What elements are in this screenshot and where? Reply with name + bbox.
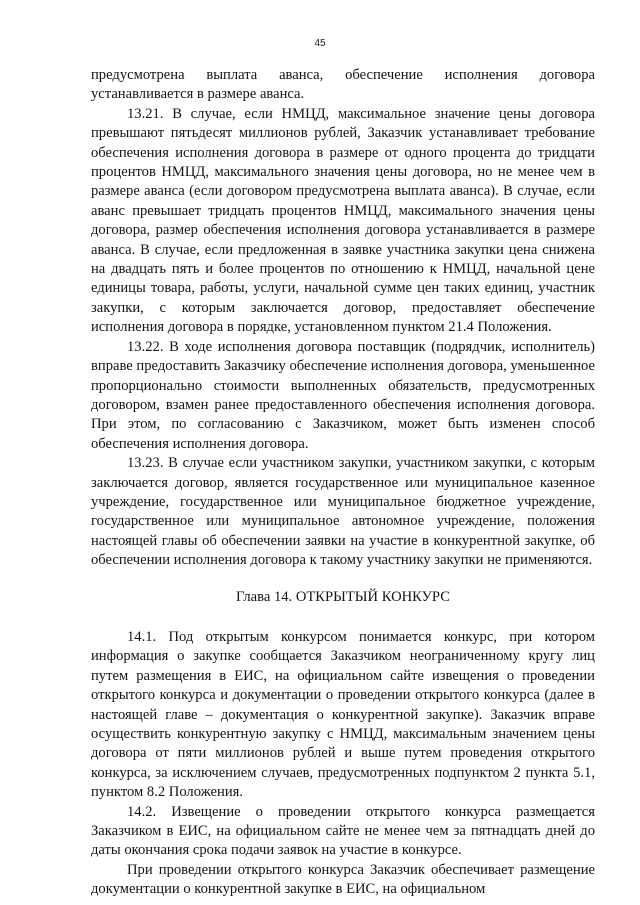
- paragraph-13-23: 13.23. В случае если участником закупки, участником закупки, с которым заключается договор, является государственное или муниципальное казенное учреждение, государственное или муниципальное бюджетное учреждение, государственное или муниципальное автономное учреждение, положения настоящей главы об обеспечении заявки на участие в конкурентной закупке, об обеспечении исполнения договора к такому участнику закупки не применяются.: [91, 455, 595, 569]
- paragraph-open-contest-documentation: При проведении открытого конкурса Заказчик обеспечивает размещение документации о конкурентной закупке в ЕИС, на официальном: [91, 861, 595, 898]
- paragraph-14-2: 14.2. Извещение о проведении открытого конкурса размещается Заказчиком в ЕИС, на официальном сайте не менее чем за пятнадцать дней до даты окончания срока подачи заявок на участие в конкурсе.: [91, 803, 595, 859]
- paragraph-14-1: 14.1. Под открытым конкурсом понимается конкурс, при котором информация о закупке сообщается Заказчиком неограниченному кругу лиц путем размещения в ЕИС, на официальном сайте извещения о проведении открытого конкурса и документации о проведении открытого конкурса (далее в настоящей главе – документация о конкурентной закупке). Заказчик вправе осуществить конкурентную закупку с НМЦД, максимальным значением цены договора от пяти миллионов рублей и выше путем проведения открытого конкурса, за исключением случаев, предусмотренных подпунктом 2 пункта 5.1, пунктом 8.2 Положения.: [91, 628, 595, 801]
- chapter-title: Глава 14. ОТКРЫТЫЙ КОНКУРС: [236, 588, 450, 605]
- page-number: 45: [314, 38, 326, 49]
- paragraph-13-22: 13.22. В ходе исполнения договора поставщик (подрядчик, исполнитель) вправе предоставить Заказчику обеспечение исполнения договора, уменьшенное пропорционально стоимости выполненных обязательств, предусмотренных договором, взамен ранее предоставленного обеспечения исполнения договора. При этом, по согласованию с Заказчиком, может быть изменен способ обеспечения исполнения договора.: [91, 338, 595, 452]
- paragraph-13-21: 13.21. В случае, если НМЦД, максимальное значение цены договора превышают пятьдесят миллионов рублей, Заказчик устанавливает требование обеспечения исполнения договора в размере от одного процента до тридцати процентов НМЦД, максимального значения цены договора, но не менее чем в размере аванса (если договором предусмотрена выплата аванса). В случае, если аванс превышает тридцать процентов НМЦД, максимального значения цены договора, размер обеспечения исполнения договора устанавливается в размере аванса. В случае, если предложенная в заявке участника закупки цена снижена на двадцать пять и более процентов по отношению к НМЦД, начальной цене единицы товара, работы, услуги, начальной сумме цен таких единиц, участник закупки, с которым заключается договор, предоставляет обеспечение исполнения договора в порядке, установленном пунктом 21.4 Положения.: [91, 105, 595, 336]
- document-body: [91, 66, 595, 900]
- paragraph-continuation: предусмотрена выплата аванса, обеспечение исполнения договора устанавливается в размере аванса.: [91, 67, 595, 103]
